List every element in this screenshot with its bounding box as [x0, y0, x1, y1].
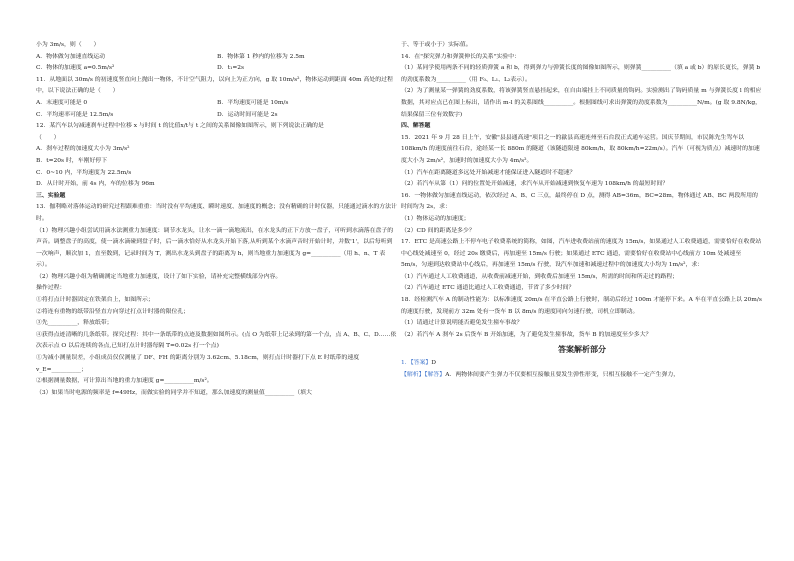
answer-1-analysis-tag: 【解析】【解答】 [401, 371, 446, 378]
paragraph: （1）物体运动的加速度； [401, 215, 470, 222]
option-row [36, 52, 398, 64]
paragraph: 14．在"探究弹力和弹簧伸长的关系"实验中： [401, 53, 520, 60]
paragraph: ④获得点迹清晰的几条纸带。探究过程：其中一条纸带的点迹及数据如图所示。(点 O 为纸带上记录到的第一个点，点 A、B、C、D……依次表示点 O 以后连续的各点,已知打点计时器每隔 T=0.02s 打一个点) [36, 331, 397, 350]
paragraph: ①将打点计时器固定在铁架台上，如图所示； [36, 297, 154, 304]
answer-1-number: 1． [401, 360, 411, 367]
paragraph: （1）请通过计算说明能否避免发生撞车事故？ [401, 320, 523, 327]
paragraph: 13．伽利略对落体运动的研究过程跟难重重：当时没有平均速度、瞬时速度、加速度的概念；没有精确的计时仪器，只能通过滴水的方法计时。 [36, 204, 397, 222]
answer-1 [401, 358, 763, 370]
paragraph: B．t=20s 时，车刚好停下 [36, 157, 108, 164]
option-text: A．物体做匀加速直线运动 [36, 53, 106, 60]
paragraph: 12．某汽车以匀减速刹车过程中位移 x 与时间 t 的比值x/t与 t 之间的关系图像如图所示，则下列说法正确的是 [36, 123, 324, 130]
paragraph: 操作过程： [36, 285, 66, 292]
option-text: B．物体第 1 秒内的位移为 2.5m [217, 53, 305, 60]
paragraph: A．刹车过程的加速度大小为 3m/s² [36, 146, 130, 153]
paragraph: 小为 3m/s，则（ ） [36, 42, 100, 48]
option-text: A．末速度可能是 0 [36, 99, 88, 106]
paragraph: （ ） [36, 134, 60, 141]
left-column [36, 40, 398, 399]
paragraph: （2）汽车通过 ETC 通道比通过人工收费通道，节省了多少时间？ [401, 285, 575, 292]
option-text: D．运动时间可能是 2s [217, 111, 278, 118]
answer-section-title: 答案解析部分 [558, 345, 606, 355]
paragraph: （2）物理兴趣小组为精确测定当地重力加速度，设计了如下实验，请补充完整横线部分内容。 [36, 273, 282, 280]
paragraph: 18．经检测汽车 A 的制动性能为：以标准速度 20m/s 在平直公路上行驶时，制动后经过 100m 才能停下来。A 车在平直公路上以 20m/s 的速度行驶，发现前方 32m 处有一货车 B 以 8m/s 的速度同向匀速行驶，司机立即制动。 [401, 297, 762, 315]
option-row [36, 110, 398, 122]
paragraph: 17．ETC 是高速公路上不停车电子收费系统的简称，如图，汽车进收费站前的速度为 15m/s，如果通过人工收费通道，需要恰好在收费站中心线处减速至 0，经过 20s 缴费后，再加速至 15m/s 行驶；如果通过 ETC 通道，需要恰好在收费站中心线前方 10m 处减速至 5m/s，匀速到达收费站中心线后，再加速至 15m/s 行驶，设汽车加速和减速过程中的加速度大小均为 1m/s²，求： [401, 239, 762, 269]
paragraph: （1）汽车在距离隧道多远处开始减速才能保证进入隧道时不超速？ [401, 169, 576, 176]
right-flow [401, 40, 763, 341]
paragraph: （2）为了测量某一弹簧的劲度系数，将该弹簧竖直悬挂起来，在自由端挂上不同质量的钩码。实验测出了钩码质量 m 与弹簧长度 l 的相应数据，其对应点已在图上标出，请作出 m-l 的关系图线__________。根据图线可求出弹簧的劲度系数为__________N/m。(g 取 9.8N/kg，结果保留三位有效数字) [401, 88, 762, 118]
paragraph: 11．从地面以 30m/s 的初速度竖直向上抛出一物体，不计空气阻力，以向上为正方向，g 取 10m/s²，物体运动到距面 40m 高处的过程中，以下说法正确的是（ ） [36, 76, 393, 95]
option-text: D．t₁=2s [217, 65, 245, 72]
paragraph: 15．2021 年 9 月 28 日上午，安徽"县县通高速"项目之一的歙县高速连州至石台段正式通车运营。国庆节期间，市民陈先生驾车以 108km/h 的速度前往石台，途经某一长 880m 的隧道（该隧道限速 80km/h，取 80km/h=22m/s）。汽车（可视为质点）减速时的加速度大小为 2m/s²，加速时的加速度大小为 4m/s²。 [401, 134, 760, 164]
right-column [401, 40, 763, 381]
paragraph: （1）某同学使用两条不同的轻质弹簧 a 和 b，得到弹力与弹簧长度的图像如图所示，则弹簧__________（填 a 或 b）的原长更长，弹簧 b 的劲度系数为__________（用 F₀、L₁、L₂表示）。 [401, 65, 761, 83]
option-text: B．平均速度可能是 10m/s [217, 99, 289, 106]
answer-1-analysis-text: A．两物体间要产生弹力不仅要相互接触且要发生弹性形变，只相互接触不一定产生弹力， [445, 371, 680, 378]
paragraph: （2）若汽车从第（1）问的位置处开始减速，求汽车从开始减速到恢复车速为 108km/h 的最短时间？ [401, 181, 669, 188]
section-heading: 三、实验题 [36, 192, 66, 199]
paragraph: C．0~10 内，平均速度为 22.5m/s [36, 169, 132, 176]
paragraph: （2）CD 间的距离是多少？ [401, 227, 475, 234]
paragraph: 16．一物体做匀加速直线运动，依次经过 A、B、C 三点，最终停在 D 点，测得 AB=36m，BC=28m，物体通过 AB、BC 两段所用的时间均为 2s，求： [401, 192, 758, 211]
paragraph: ①为减小测量误差，小组成员仅仅测量了 DF、FH 的距离分别为 3.62cm、5.18cm，则打点计时器打下点 E 时纸带的速度 v_E=__________； [36, 355, 360, 373]
answer-1-tag: 【答案】 [410, 360, 432, 367]
paragraph: D．从计时开始，前 4s 内，车的位移为 96m [36, 181, 155, 188]
answer-1-analysis [401, 370, 763, 382]
paragraph: ②根据测量数据，可计算出当地的重力加速度 g=__________m/s²。 [36, 378, 213, 385]
paragraph: 于、等于或小于）实际值。 [401, 42, 472, 48]
option-row [36, 98, 398, 110]
option-text: C．物体的加速度 a=0.5m/s² [36, 65, 115, 72]
answer-1-value: D [431, 360, 436, 367]
paragraph: （2）若汽车 A 刹车 2s 后货车 B 开始加速，为了避免发生撞事故，货车 B 的加速度至少多大？ [401, 331, 652, 338]
paragraph: （1）汽车通过人工收费通道，从收费前减速开始，到收费后加速至 15m/s，所需的时间和所走过的路程； [401, 273, 679, 280]
option-text: C．平均速率可能是 12.5m/s [36, 111, 114, 118]
paragraph: （3）如果当时电源的频率是 f=49Hz，而做实验的同学并不知道，那么加速度的测量值__________（填大 [36, 389, 312, 396]
paragraph: ③先__________，释放纸带； [36, 320, 113, 327]
paragraph: ②将连有重物的纸带沿竖直方向穿过打点计时器的限位孔； [36, 308, 190, 315]
paragraph: （1）物理兴趣小组尝试用滴水法测重力加速度：调节水龙头，让水一滴一滴地流出，在水龙头的正下方放一盘子，可听到水滴落在盘子的声音。调整盘子的高度，使一滴水滴碰到盘子时，后一滴水恰好从水龙头开始下落,从听到某个水滴声音时开始计时，并数'1'，以后每听到一次响声，顺次加 1，直至数到，记录时间为 T，测出水龙头到盘子的距离为 h，则当地重力加速度为 g=__________（用 h、n、T 表示）。 [36, 227, 394, 269]
option-row [36, 63, 398, 75]
section-heading: 四、解答题 [401, 123, 431, 130]
